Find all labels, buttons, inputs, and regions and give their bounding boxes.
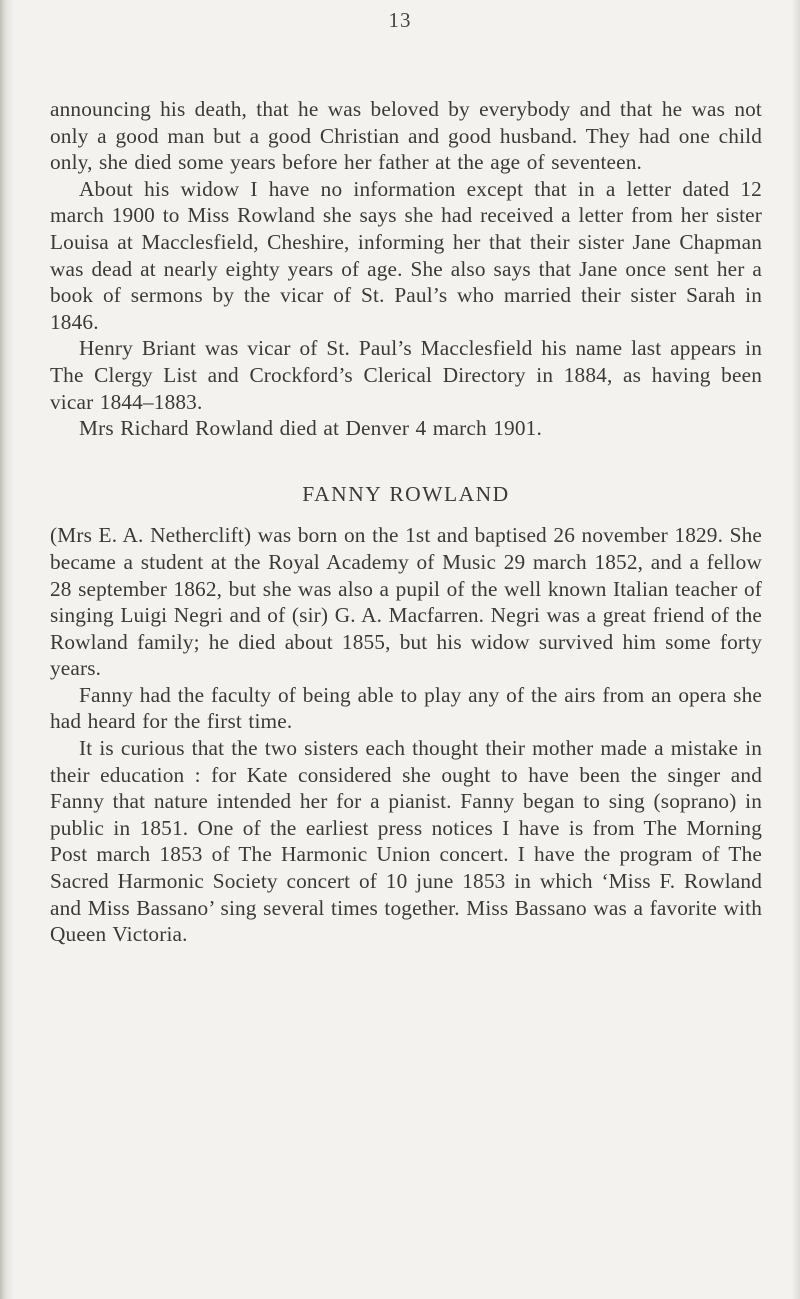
paragraph: announcing his death, that he was beloved by everybody and that he was not only a good man but a good Christian and good husband. They had one child only, she died some years before her father at the age of seventeen. [50, 97, 762, 175]
paragraph: Henry Briant was vicar of St. Paul’s Macclesfield his name last appears in The Clergy List and Crockford’s Clerical Directory in 1884, as having been vicar 1844–1883. [50, 336, 762, 414]
page-number: 13 [388, 8, 412, 32]
page-body [50, 96, 762, 948]
paragraph: It is curious that the two sisters each thought their mother made a mistake in their education : for Kate considered she ought to have been the singer and Fanny that nature intended her for a pianist. Fanny began to sing (soprano) in public in 1851. One of the earliest press notices I have is from The Morning Post march 1853 of The Harmonic Union concert. I have the program of The Sacred Harmonic Society concert of 10 june 1853 in which ‘Miss F. Rowland and Miss Bassano’ sing several times together. Miss Bassano was a favorite with Queen Victoria. [50, 736, 762, 947]
paragraph: (Mrs E. A. Netherclift) was born on the 1st and baptised 26 november 1829. She became a student at the Royal Academy of Music 29 march 1852, and a fellow 28 september 1862, but she was also a pupil of the well known Italian teacher of singing Luigi Negri and of (sir) G. A. Macfarren. Negri was a great friend of the Rowland family; he died about 1855, but his widow survived him some forty years. [50, 523, 762, 681]
paragraph: Mrs Richard Rowland died at Denver 4 march 1901. [79, 416, 542, 441]
paragraph: About his widow I have no information except that in a letter dated 12 march 1900 to Miss Rowland she says she had received a letter from her sister Louisa at Macclesfield, Cheshire, informing her that their sister Jane Chapman was dead at nearly eighty years of age. She also says that Jane once sent her a book of sermons by the vicar of St. Paul’s who married their sister Sarah in 1846. [50, 176, 762, 334]
paragraph: Fanny had the faculty of being able to play any of the airs from an opera she had heard for the first time. [50, 682, 762, 734]
section-heading: FANNY ROWLAND [302, 481, 510, 506]
